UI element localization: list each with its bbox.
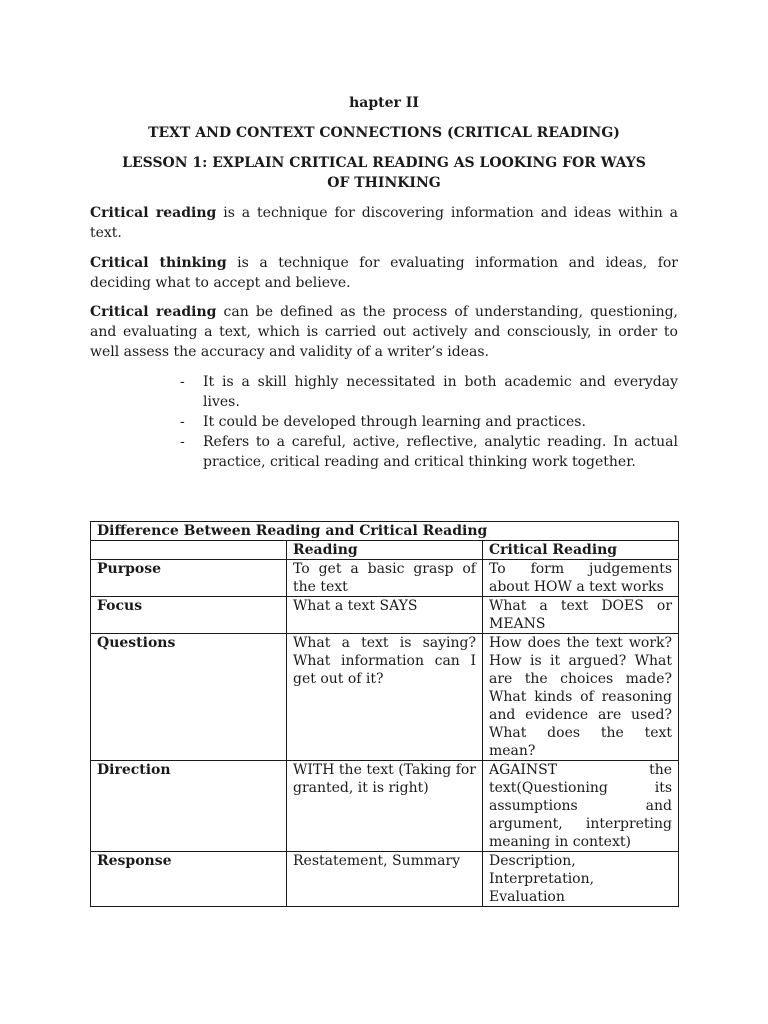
table-row [91, 852, 679, 907]
critical-reading-cell: AGAINST the text(Questioning its assumptions and argument, interpreting meaning in context) [483, 761, 679, 852]
table-caption-row [91, 522, 679, 541]
paragraph-text: is a technique for discovering information and ideas within a text. [90, 205, 678, 241]
header-cell-empty [91, 541, 287, 560]
table-row [91, 560, 679, 597]
term-critical-reading: Critical reading [90, 205, 217, 221]
comparison-table [90, 521, 679, 907]
list-item [180, 372, 678, 412]
row-label: Focus [91, 597, 287, 634]
critical-reading-cell: To form judgements about HOW a text works [483, 560, 679, 597]
reading-cell: WITH the text (Taking for granted, it is right) [287, 761, 483, 852]
lesson-heading: LESSON 1: EXPLAIN CRITICAL READING AS LOOKING FOR WAYS OF THINKING [122, 155, 646, 191]
chapter-heading: hapter II [349, 95, 419, 111]
list-item-text: It is a skill highly necessitated in both academic and everyday lives. [203, 374, 678, 410]
paragraph-text: can be defined as the process of understanding, questioning, and evaluating a text, which is carried out actively and consciously, in order to well assess the accuracy and validity of a writer’s ideas. [90, 304, 678, 360]
row-label: Response [91, 852, 287, 907]
row-label: Direction [91, 761, 287, 852]
critical-reading-cell: What a text DOES or MEANS [483, 597, 679, 634]
dash-marker: - [180, 414, 185, 430]
row-label: Purpose [91, 560, 287, 597]
table-row [91, 597, 679, 634]
term-critical-reading: Critical reading [90, 304, 217, 320]
table-header-row [91, 541, 679, 560]
critical-reading-cell: How does the text work? How is it argued? What are the choices made? What kinds of reasoning and evidence are used? What does the text mean? [483, 634, 679, 761]
reading-cell: What a text is saying? What information can I get out of it? [287, 634, 483, 761]
header-cell-critical-reading: Critical Reading [483, 541, 679, 560]
critical-reading-cell: Description, Interpretation, Evaluation [483, 852, 679, 907]
list-item [180, 432, 678, 472]
list-item [180, 412, 678, 432]
paragraph-critical-reading-definition [90, 302, 678, 362]
list-item-text: It could be developed through learning and practices. [203, 414, 586, 430]
paragraph-critical-thinking [90, 253, 678, 293]
dash-marker: - [180, 374, 185, 390]
dash-marker: - [180, 434, 185, 450]
table-row [91, 634, 679, 761]
table-caption: Difference Between Reading and Critical Reading [91, 522, 679, 541]
header-cell-reading: Reading [287, 541, 483, 560]
reading-cell: Restatement, Summary [287, 852, 483, 907]
paragraph-text: is a technique for evaluating information and ideas, for deciding what to accept and believe. [90, 255, 678, 291]
reading-cell: To get a basic grasp of the text [287, 560, 483, 597]
row-label: Questions [91, 634, 287, 761]
table-row [91, 761, 679, 852]
paragraph-critical-reading [90, 203, 678, 243]
reading-cell: What a text SAYS [287, 597, 483, 634]
list-item-text: Refers to a careful, active, reflective, analytic reading. In actual practice, critical reading and critical thinking work together. [203, 434, 678, 470]
term-critical-thinking: Critical thinking [90, 255, 227, 271]
page-title: TEXT AND CONTEXT CONNECTIONS (CRITICAL READING) [148, 125, 620, 141]
bullet-list [180, 372, 678, 472]
